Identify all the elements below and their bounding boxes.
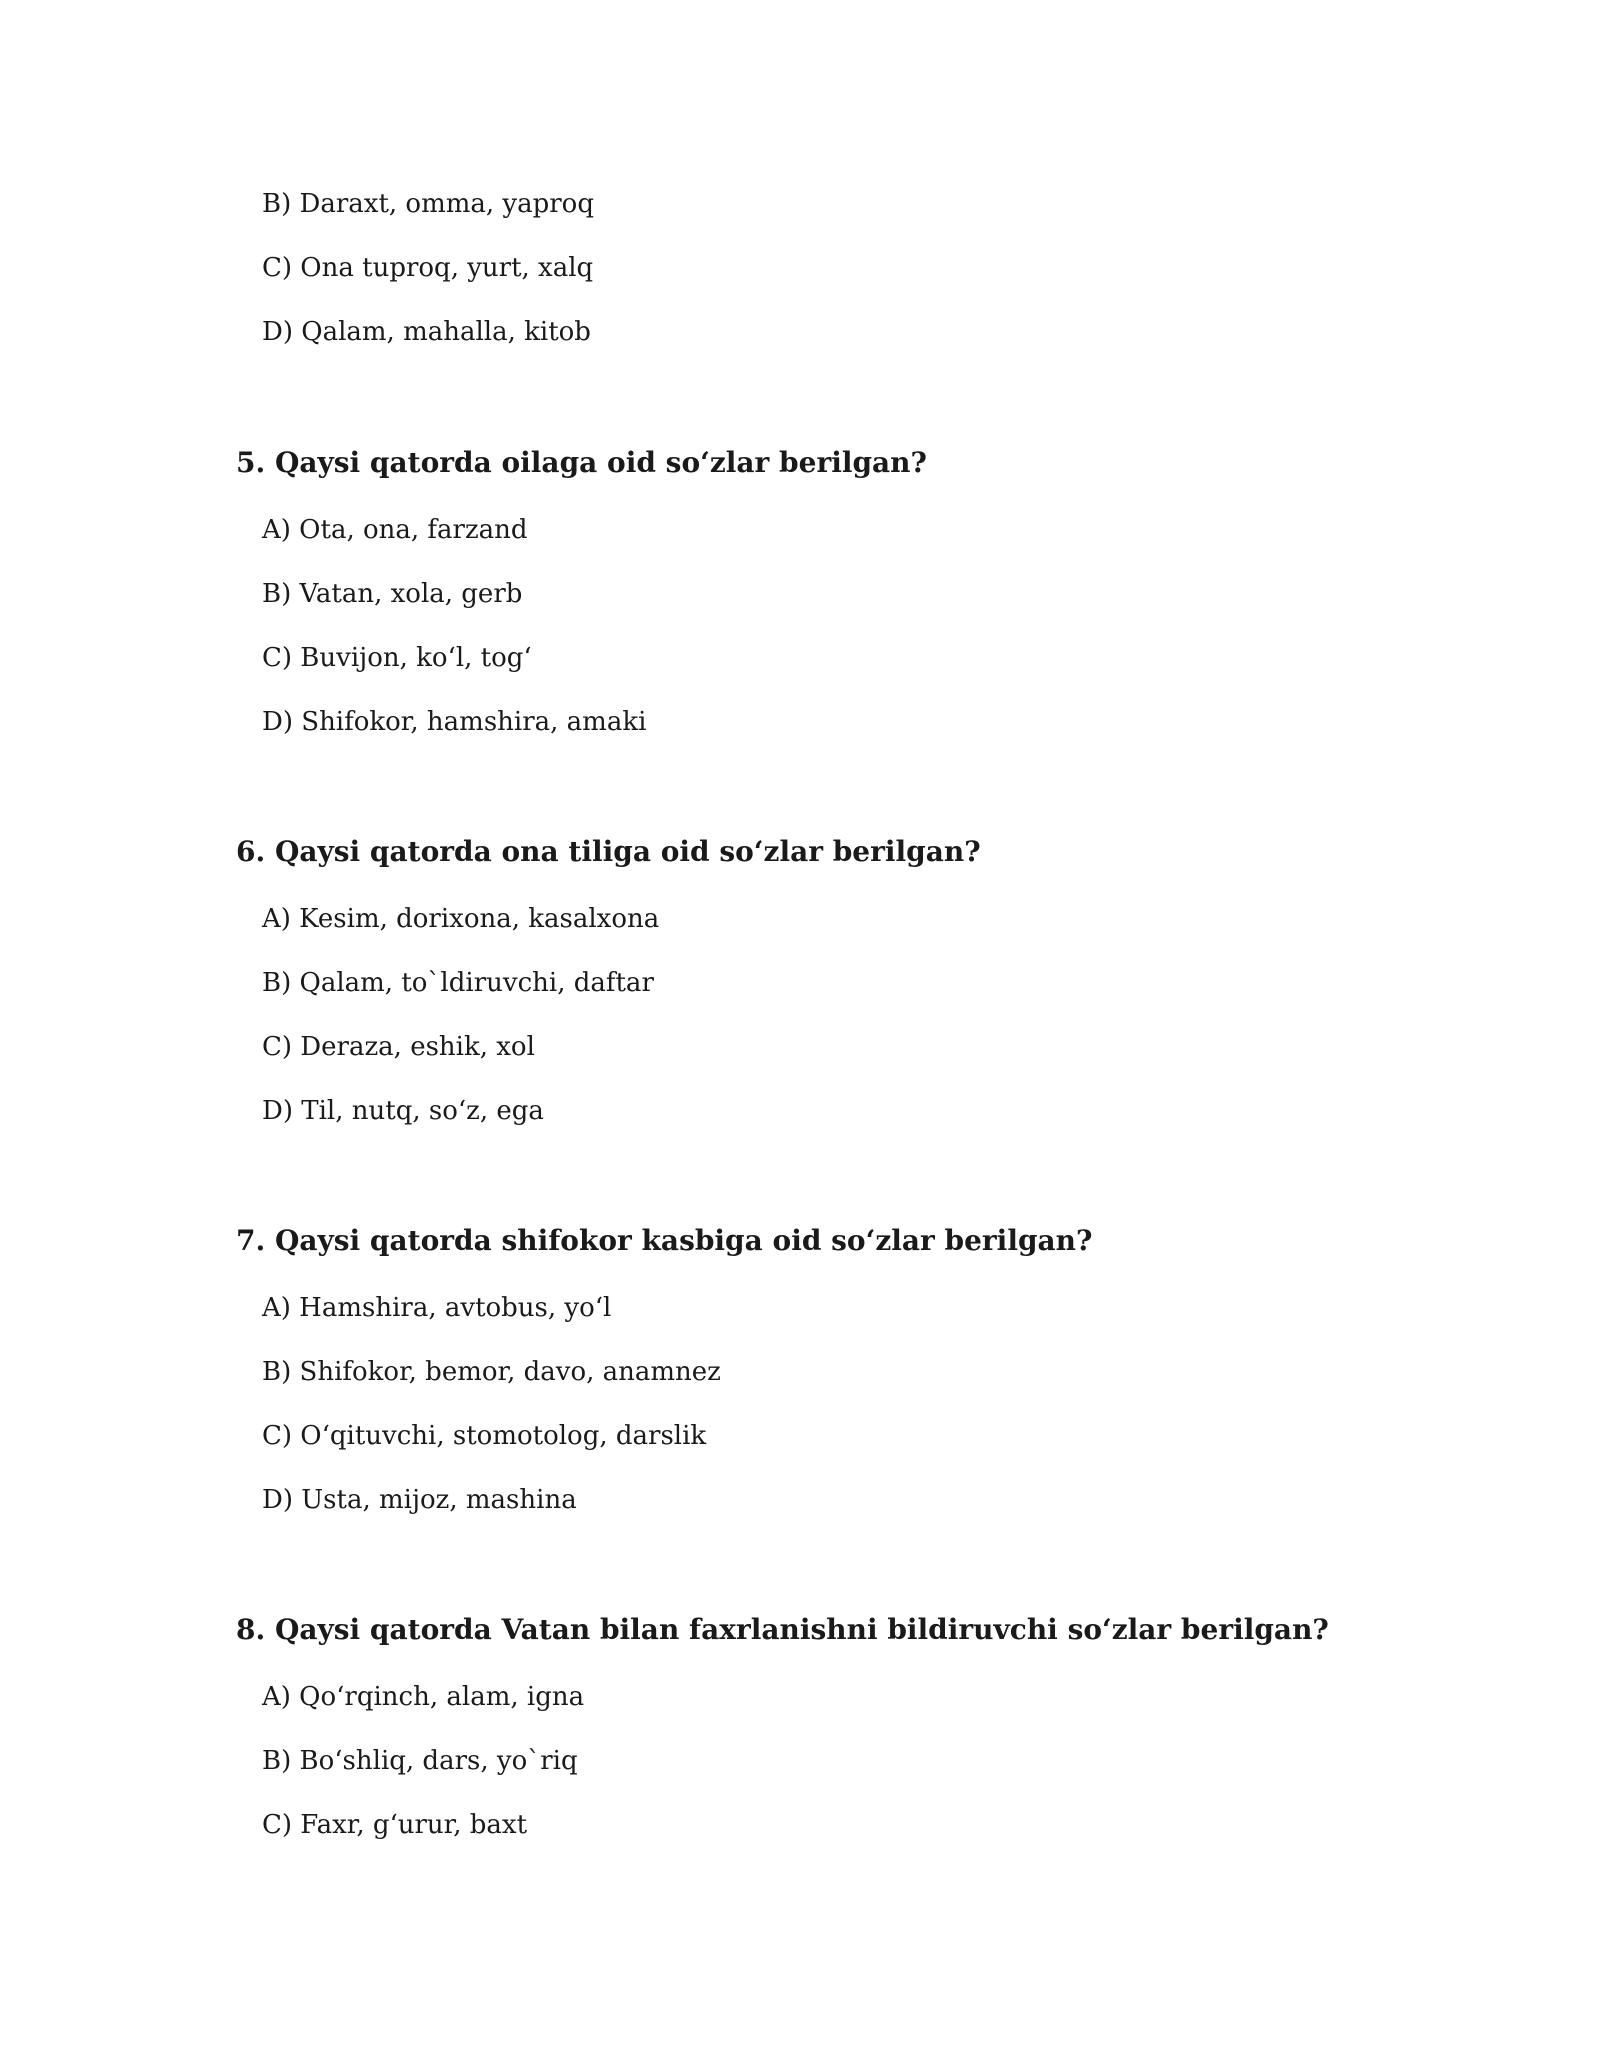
option-4-d: D) Qalam, mahalla, kitob	[262, 317, 591, 347]
option-5-c: C) Buvijon, ko‘l, tog‘	[262, 643, 532, 673]
question-6-title: 6. Qaysi qatorda ona tiliga oid so‘zlar berilgan?	[236, 835, 981, 868]
option-5-a: A) Ota, ona, farzand	[262, 515, 528, 545]
option-6-c: C) Deraza, eshik, xol	[262, 1032, 535, 1062]
option-5-b: B) Vatan, xola, gerb	[262, 579, 523, 609]
question-7-title: 7. Qaysi qatorda shifokor kasbiga oid so‘zlar berilgan?	[236, 1224, 1093, 1257]
option-7-c: C) O‘qituvchi, stomotolog, darslik	[262, 1421, 707, 1451]
option-4-b: B) Daraxt, omma, yaproq	[262, 189, 594, 219]
option-5-d: D) Shifokor, hamshira, amaki	[262, 707, 647, 737]
option-7-a: A) Hamshira, avtobus, yo‘l	[262, 1293, 612, 1323]
option-6-b: B) Qalam, to`ldiruvchi, daftar	[262, 968, 654, 998]
option-4-c: C) Ona tuproq, yurt, xalq	[262, 253, 594, 283]
option-8-b: B) Bo‘shliq, dars, yo`riq	[262, 1746, 578, 1776]
question-8-title: 8. Qaysi qatorda Vatan bilan faxrlanishni bildiruvchi so‘zlar berilgan?	[236, 1613, 1329, 1646]
option-8-c: C) Faxr, g‘urur, baxt	[262, 1810, 528, 1840]
option-7-b: B) Shifokor, bemor, davo, anamnez	[262, 1357, 721, 1387]
option-8-a: A) Qo‘rqinch, alam, igna	[262, 1682, 585, 1712]
option-6-a: A) Kesim, dorixona, kasalxona	[262, 904, 660, 934]
question-5-title: 5. Qaysi qatorda oilaga oid so‘zlar berilgan?	[236, 446, 927, 479]
option-6-d: D) Til, nutq, so‘z, ega	[262, 1096, 544, 1126]
option-7-d: D) Usta, mijoz, mashina	[262, 1485, 577, 1515]
